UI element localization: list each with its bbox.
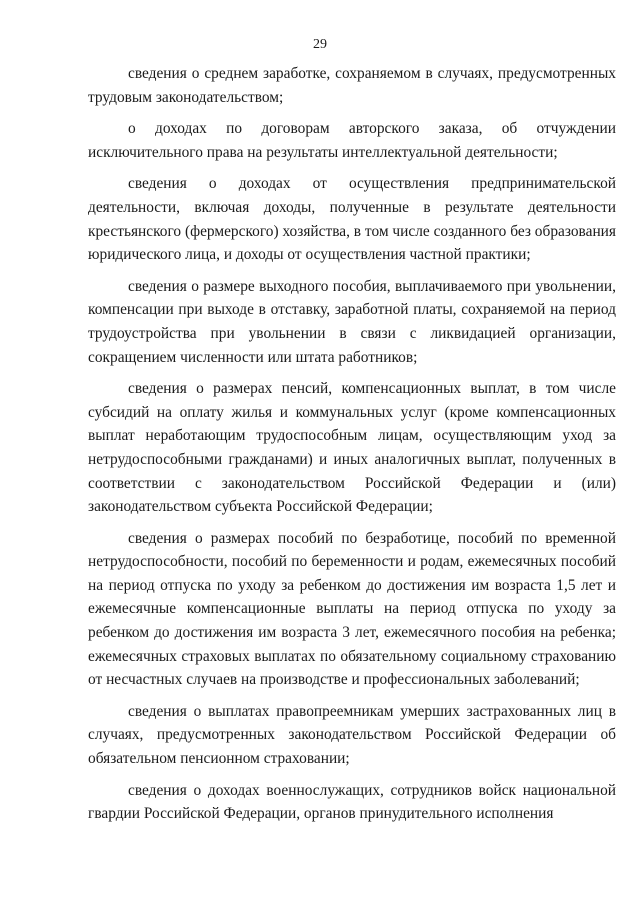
document-body bbox=[88, 62, 616, 834]
paragraph-author-contracts: о доходах по договорам авторского заказа, об отчуждении исключительного права на результаты интеллектуальной деятельности; bbox=[88, 120, 616, 161]
paragraph-military-income: сведения о доходах военнослужащих, сотрудников войск национальной гвардии Российской Федерации, органов принудительного исполнения bbox=[88, 781, 616, 823]
paragraph-average-earnings: сведения о среднем заработке, сохраняемом в случаях, предусмотренных трудовым законодательством; bbox=[88, 65, 616, 106]
paragraph-pensions: сведения о размерах пенсий, компенсационных выплат, в том числе субсидий на оплату жилья и коммунальных услуг (кроме компенсационных выплат неработающим трудоспособным лицам, осуществляющим уход за нетрудоспособными гражданами) и иных аналогичных выплат, полученных в соответствии с законодательством Российской Федерации и (или) законодательством субъекта Российской Федерации; bbox=[88, 380, 616, 516]
page-number: 29 bbox=[313, 37, 327, 52]
paragraph-severance-pay: сведения о размере выходного пособия, выплачиваемого при увольнении, компенсации при выходе в отставку, заработной платы, сохраняемой на период трудоустройства при увольнении в связи с ликвидацией организации, сокращением численности или штата работников; bbox=[88, 277, 616, 366]
paragraph-business-income: сведения о доходах от осуществления предпринимательской деятельности, включая доходы, полученные в результате деятельности крестьянского (фермерского) хозяйства, в том числе созданного без образования юридического лица, и доходы от осуществления частной практики; bbox=[88, 175, 616, 264]
paragraph-benefits: сведения о размерах пособий по безработице, пособий по временной нетрудоспособности, пособий по беременности и родам, ежемесячных пособий на период отпуска по уходу за ребенком до достижения им возраста 1,5 лет и ежемесячные компенсационные выплаты на период отпуска по уходу за ребенком до достижения им возраста 3 лет, ежемесячного пособия на ребенка; ежемесячных страховых выплатах по обязательному социальному страхованию от несчастных случаев на производстве и профессиональных заболеваний; bbox=[88, 529, 616, 689]
paragraph-successor-payments: сведения о выплатах правопреемникам умерших застрахованных лиц в случаях, предусмотренных законодательством Российской Федерации об обязательном пенсионном страховании; bbox=[88, 702, 616, 768]
